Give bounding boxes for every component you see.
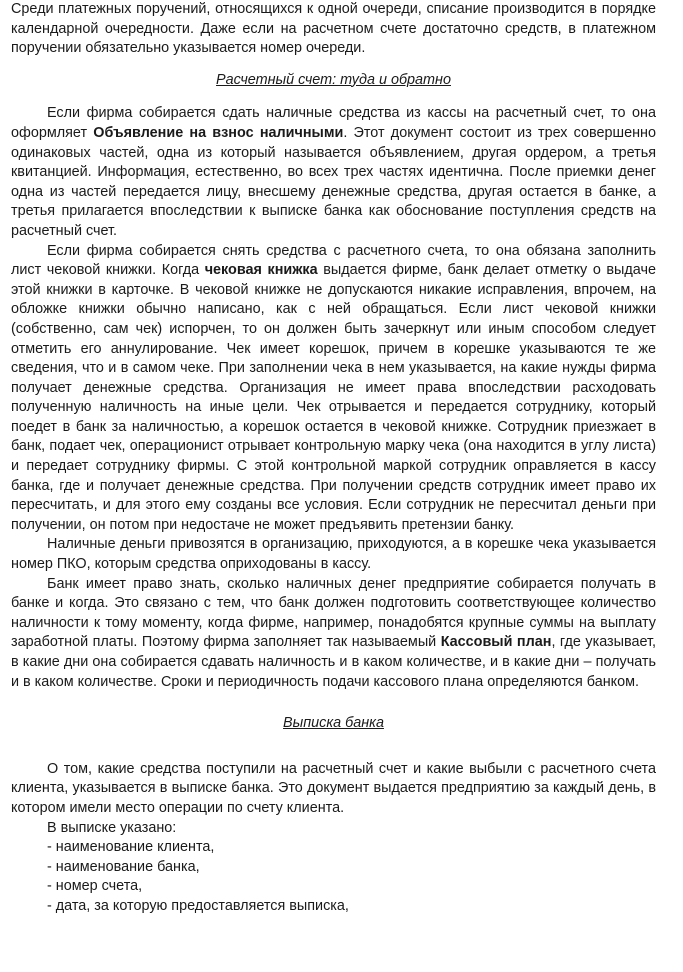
text: Если фирма собирается снять средства с расчетного счета, то она обязана заполнить лист чековой книжки. Когда xyxy=(11,242,656,279)
text: . Этот документ состоит из трех совершенно одинаковых частей, одна из который называется объявлением, другая ордером, а третья квитанцией. Информация, естественно, во всех трех частях идентична. После приемки денег одна из частей передается лицу, внесшему денежные средства, другая остается в банке, а третья прилагается впоследствии к выписке банка как обоснование поступления средств на расчетный счет. xyxy=(11,124,656,239)
list-item: - дата, за которую предоставляется выписка, xyxy=(47,897,349,914)
document-page xyxy=(11,0,656,917)
paragraph-checkbook xyxy=(11,242,656,536)
text: выдается фирме, банк делает отметку о выдаче этой книжки в карточке. В чековой книжке не допускаются никакие исправления, впрочем, на обложке книжки обычно написано, как с ней обращаться. Если лист чековой книжки (собственно, сам чек) испорчен, то он должен быть зачеркнут или иным способом следует отметить его аннулирование. Чек имеет корешок, причем в корешке указываются те же сведения, что и в самом чеке. При заполнении чека в нем указывается, на какие нужды фирма получает денежные средства. Организация не имеет права впоследствии расходовать полученную наличность на иные цели. Чек отрывается и передается сотруднику, который поедет в банк за наличностью, а корешок остается в чековой книжке. Сотрудник приезжает в банк, подает чек, операционист отрывает контрольную марку чека (она находится в углу листа) и передает сотруднику фирмы. С этой контрольной маркой сотрудник оправляется в кассу банка, где и получает денежные средства. При получении средств сотрудник имеет право их пересчитать, и для этого ему созданы все условия. Если сотрудник не пересчитал деньги при получении, он потом при недостаче не может предъявить претензии банку. xyxy=(11,262,656,533)
paragraph-queue: Среди платежных поручений, относящихся к одной очереди, списание производится в порядке календарной очередности. Даже если на расчетном счете достаточно средств, в платежном поручении обязательно указывается номер очереди. xyxy=(11,1,656,57)
paragraph-cash-plan xyxy=(11,575,656,693)
text: Если фирма собирается сдать наличные средства из кассы на расчетный счет, то она оформляет xyxy=(11,105,656,141)
text: , где указывает, в какие дни она собирается сдавать наличность и в каком количестве, и в какие дни – получать и в каком количестве. Сроки и периодичность подачи кассового плана определяются банком. xyxy=(11,634,657,690)
list-item: - наименование клиента, xyxy=(47,839,215,856)
list-intro: В выписке указано: xyxy=(47,819,177,836)
term-cash-plan: Кассовый план xyxy=(440,634,552,651)
term-checkbook: чековая книжка xyxy=(204,262,318,279)
list-item: - наименование банка, xyxy=(47,858,200,875)
section-heading-statement: Выписка банка xyxy=(283,715,384,732)
paragraph-cash-delivery: Наличные деньги привозятся в организацию, приходуются, а в корешке чека указывается номер ПКО, которым средства оприходованы в кассу. xyxy=(11,536,656,573)
term-deposit-notice: Объявление на взнос наличными xyxy=(93,124,344,141)
paragraph-cash-deposit xyxy=(11,104,656,241)
list-item: - номер счета, xyxy=(47,878,143,895)
section-heading-account: Расчетный счет: туда и обратно xyxy=(216,71,451,88)
text: Банк имеет право знать, сколько наличных денег предприятие собирается получать в банке и когда. Это связано с тем, что банк должен подготовить соответствующее количество наличности к тому моменту, когда фирме, например, понадобятся крупные суммы на выплату заработной платы. Поэтому фирма заполняет так называемый xyxy=(11,575,656,651)
paragraph-bank-statement: О том, какие средства поступили на расчетный счет и какие выбыли с расчетного счета клиента, указывается в выписке банка. Это документ выдается предприятию за каждый день, в котором имели место операции по счету клиента. xyxy=(11,760,656,816)
